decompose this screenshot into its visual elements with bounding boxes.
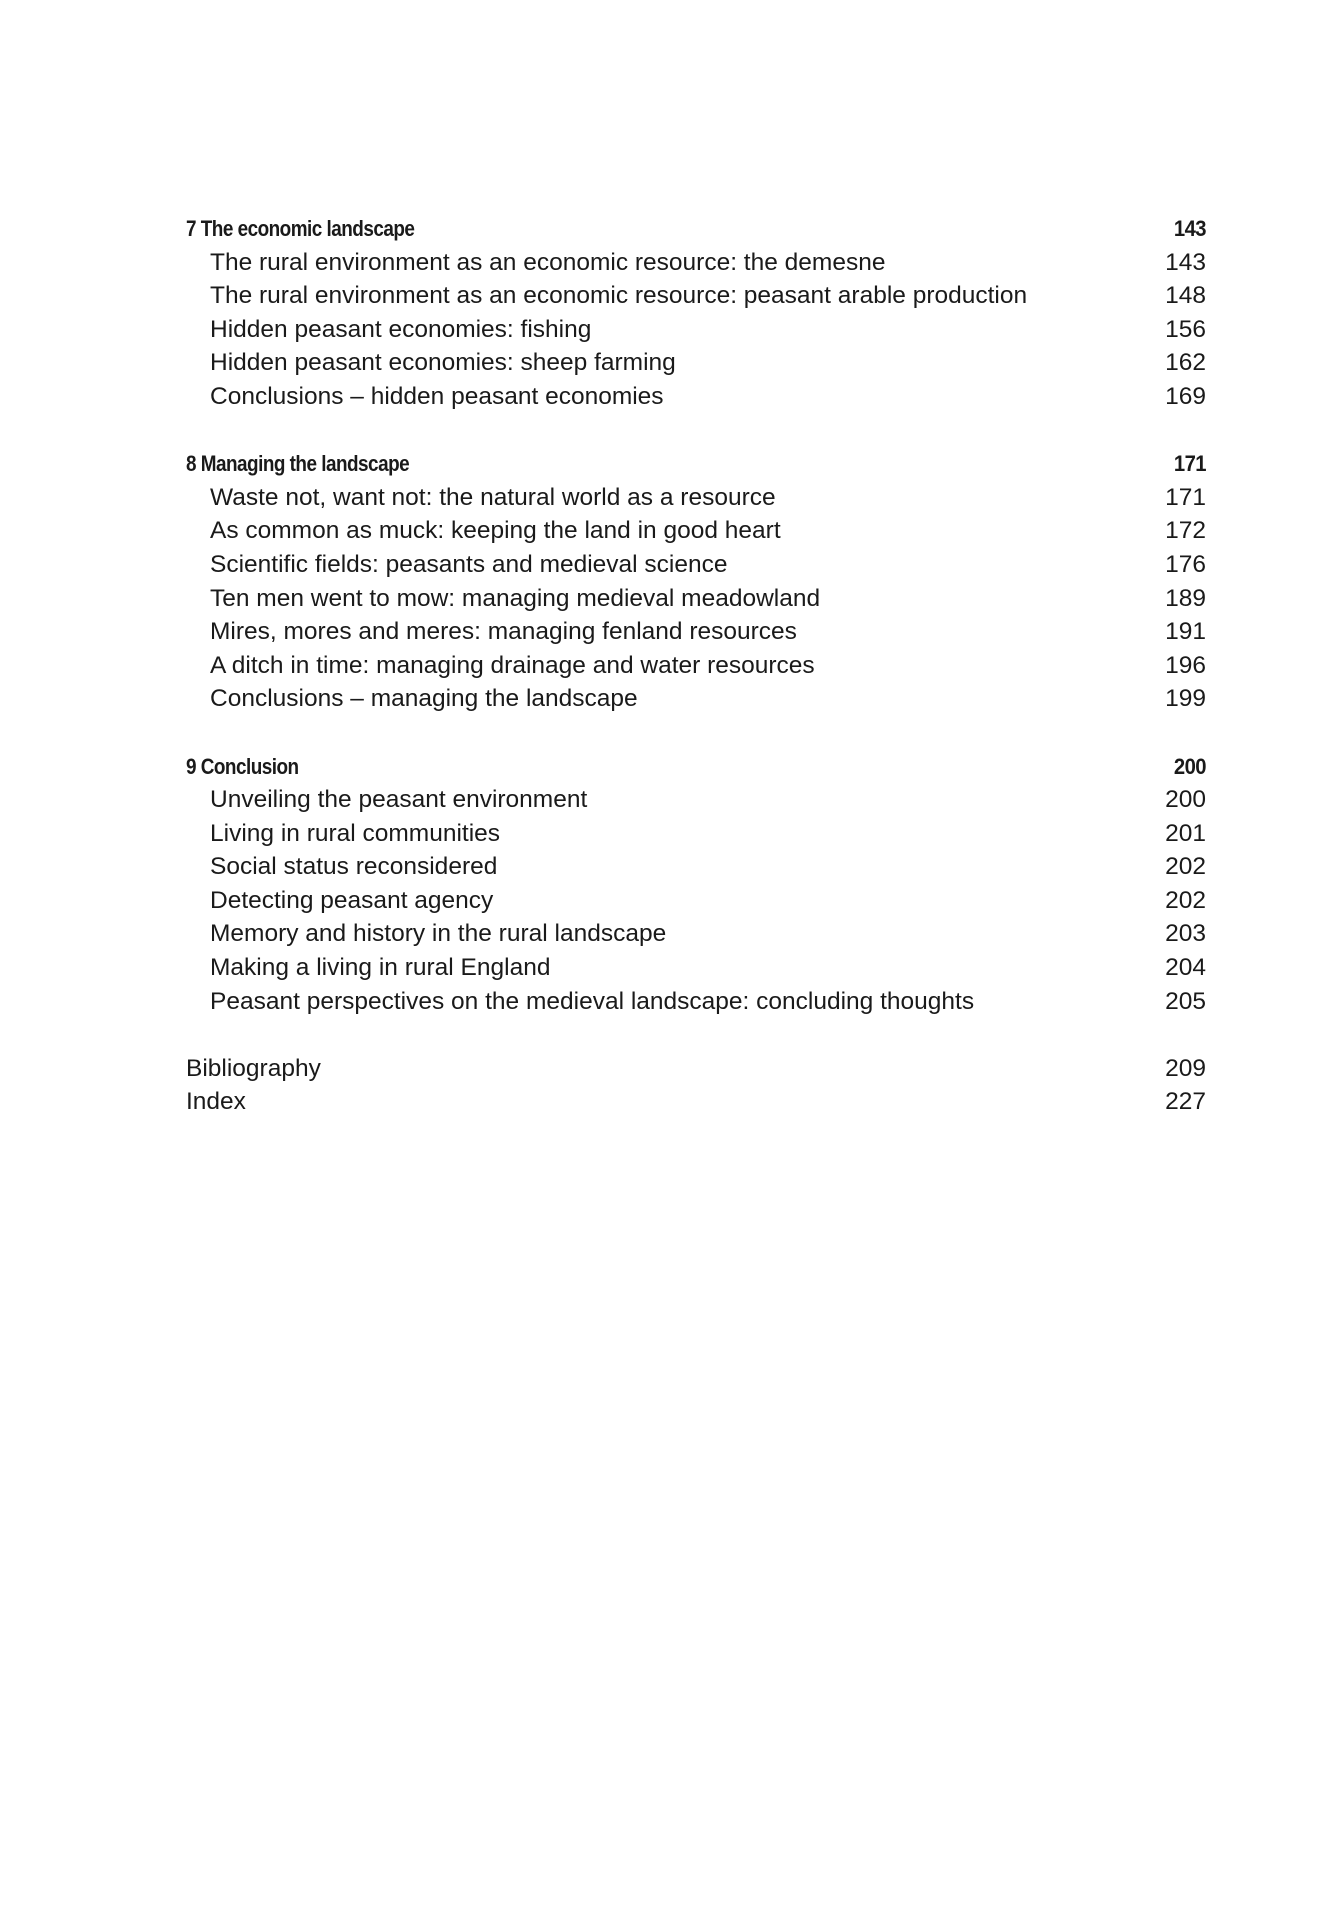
section-page-number: 205 bbox=[1165, 987, 1206, 1015]
toc-entry[interactable] bbox=[186, 850, 1206, 884]
section-page-number: 176 bbox=[1165, 550, 1206, 578]
toc-entry[interactable] bbox=[186, 279, 1206, 313]
backmatter-title: Bibliography bbox=[186, 1054, 321, 1082]
section-title: Unveiling the peasant environment bbox=[210, 786, 588, 814]
toc-entry[interactable] bbox=[186, 548, 1206, 582]
backmatter-page-number: 227 bbox=[1165, 1088, 1206, 1116]
section-title: Making a living in rural England bbox=[210, 954, 551, 982]
section-title: Scientific fields: peasants and medieval science bbox=[210, 550, 728, 578]
chapter-title: 8 Managing the landscape bbox=[186, 451, 410, 477]
backmatter bbox=[186, 1052, 1206, 1119]
section-page-number: 204 bbox=[1165, 954, 1206, 982]
section-title: Mires, mores and meres: managing fenland resources bbox=[210, 618, 797, 646]
chapter-page-number: 171 bbox=[1173, 451, 1206, 477]
toc-entry-index[interactable] bbox=[186, 1085, 1206, 1119]
section-page-number: 202 bbox=[1165, 853, 1206, 881]
section-page-number: 156 bbox=[1165, 315, 1206, 343]
section-title: Peasant perspectives on the medieval landscape: concluding thoughts bbox=[210, 987, 975, 1015]
section-title: Conclusions – managing the landscape bbox=[210, 685, 638, 713]
toc-entry[interactable] bbox=[186, 884, 1206, 918]
table-of-contents bbox=[186, 212, 1206, 1119]
backmatter-page-number: 209 bbox=[1165, 1054, 1206, 1082]
toc-entry[interactable] bbox=[186, 783, 1206, 817]
section-title: The rural environment as an economic resource: peasant arable production bbox=[210, 282, 1028, 310]
section-title: The rural environment as an economic resource: the demesne bbox=[210, 248, 886, 276]
toc-entry-bibliography[interactable] bbox=[186, 1052, 1206, 1086]
section-title: A ditch in time: managing drainage and water resources bbox=[210, 651, 815, 679]
section-page-number: 202 bbox=[1165, 886, 1206, 914]
section-page-number: 162 bbox=[1165, 349, 1206, 377]
section-page-number: 191 bbox=[1165, 618, 1206, 646]
section-title: Living in rural communities bbox=[210, 819, 501, 847]
section-page-number: 201 bbox=[1165, 819, 1206, 847]
toc-entry[interactable] bbox=[186, 951, 1206, 985]
chapter-7 bbox=[186, 212, 1206, 414]
toc-entry[interactable] bbox=[186, 380, 1206, 414]
backmatter-title: Index bbox=[186, 1088, 246, 1116]
section-title: Memory and history in the rural landscape bbox=[210, 920, 667, 948]
chapter-title: 7 The economic landscape bbox=[186, 216, 415, 241]
section-title: Ten men went to mow: managing medieval meadowland bbox=[210, 584, 821, 612]
section-page-number: 148 bbox=[1165, 282, 1206, 310]
section-title: Hidden peasant economies: fishing bbox=[210, 315, 592, 343]
chapter-8 bbox=[186, 447, 1206, 716]
toc-entry[interactable] bbox=[186, 985, 1206, 1019]
chapter-page-number: 200 bbox=[1173, 753, 1206, 779]
toc-entry[interactable] bbox=[186, 917, 1206, 951]
section-page-number: 200 bbox=[1165, 786, 1206, 814]
section-page-number: 172 bbox=[1165, 517, 1206, 545]
chapter-9 bbox=[186, 750, 1206, 1019]
chapter-page-number: 143 bbox=[1173, 216, 1206, 241]
section-title: Conclusions – hidden peasant economies bbox=[210, 382, 664, 410]
chapter-heading[interactable] bbox=[186, 750, 1206, 784]
section-title: Waste not, want not: the natural world as a resource bbox=[210, 483, 776, 511]
section-page-number: 199 bbox=[1165, 685, 1206, 713]
chapter-heading[interactable] bbox=[186, 212, 1206, 246]
chapter-heading[interactable] bbox=[186, 447, 1206, 481]
section-title: As common as muck: keeping the land in good heart bbox=[210, 517, 781, 545]
section-page-number: 143 bbox=[1165, 248, 1206, 276]
toc-entry[interactable] bbox=[186, 817, 1206, 851]
toc-entry[interactable] bbox=[186, 615, 1206, 649]
section-page-number: 203 bbox=[1165, 920, 1206, 948]
section-page-number: 196 bbox=[1165, 651, 1206, 679]
section-page-number: 169 bbox=[1165, 382, 1206, 410]
toc-entry[interactable] bbox=[186, 481, 1206, 515]
section-page-number: 171 bbox=[1165, 483, 1206, 511]
toc-entry[interactable] bbox=[186, 246, 1206, 280]
toc-entry[interactable] bbox=[186, 582, 1206, 616]
section-title: Detecting peasant agency bbox=[210, 886, 494, 914]
toc-entry[interactable] bbox=[186, 682, 1206, 716]
toc-entry[interactable] bbox=[186, 346, 1206, 380]
section-page-number: 189 bbox=[1165, 584, 1206, 612]
chapter-title: 9 Conclusion bbox=[186, 753, 299, 779]
toc-entry[interactable] bbox=[186, 313, 1206, 347]
section-title: Hidden peasant economies: sheep farming bbox=[210, 349, 676, 377]
section-title: Social status reconsidered bbox=[210, 853, 498, 881]
toc-entry[interactable] bbox=[186, 514, 1206, 548]
toc-entry[interactable] bbox=[186, 649, 1206, 683]
